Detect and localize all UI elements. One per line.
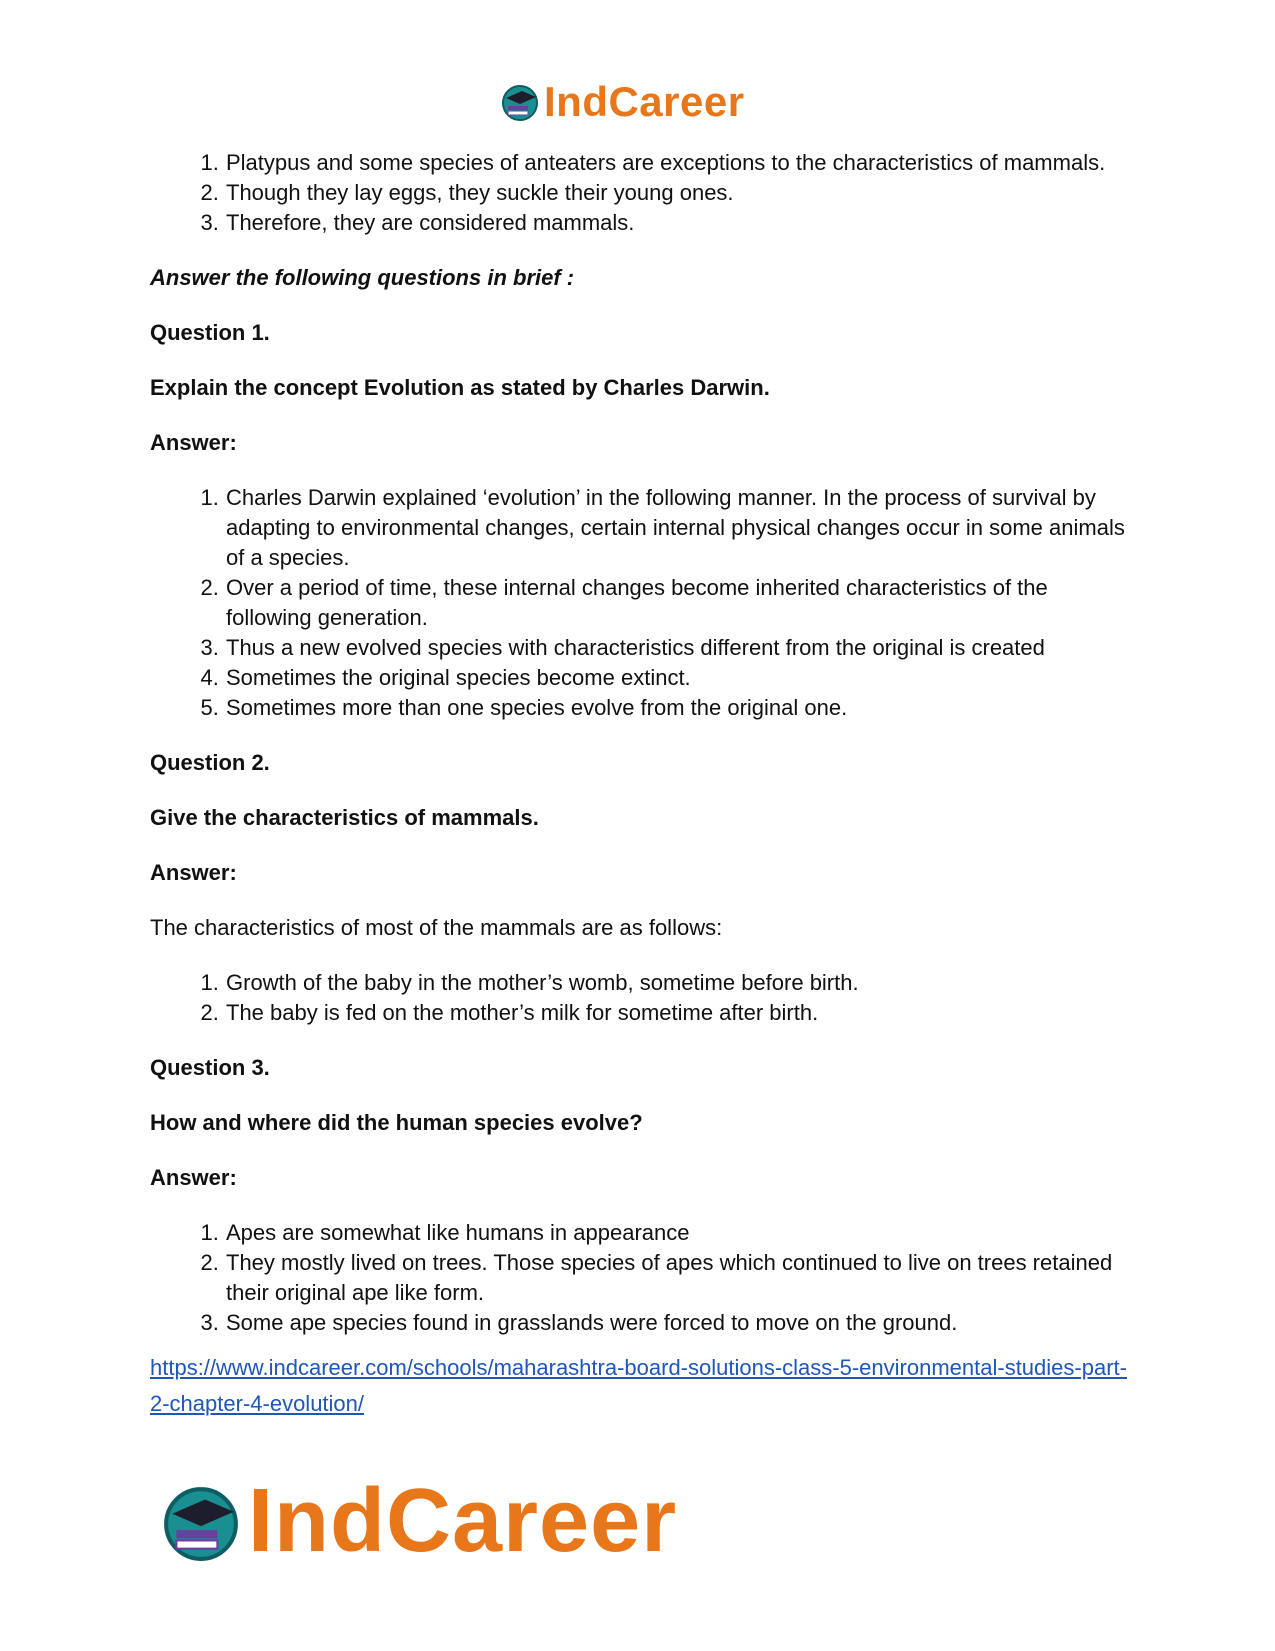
answer-1-label: Answer: (150, 430, 237, 455)
globe-graduate-icon (500, 82, 540, 122)
list-item: 4. Sometimes the original species become extinct. (225, 663, 1130, 693)
list-item: 1. Platypus and some species of anteaters are exceptions to the characteristics of mammals. (225, 148, 1130, 178)
header-logo (500, 78, 745, 126)
brand-name: IndCareer (248, 1471, 678, 1571)
source-link[interactable]: https://www.indcareer.com/schools/maharashtra-board-solutions-class-5-environmental-studies-part-2-chapter-4-evolution/ (150, 1355, 1127, 1416)
list-item: 1. Growth of the baby in the mother’s womb, sometime before birth. (225, 968, 1130, 998)
answer-2-list (150, 968, 1130, 1028)
intro-list (150, 148, 1130, 238)
section-heading: Answer the following questions in brief : (150, 265, 575, 290)
question-3-text: How and where did the human species evolve? (150, 1110, 643, 1135)
answer-3-label: Answer: (150, 1165, 237, 1190)
list-item: 3. Thus a new evolved species with characteristics different from the original is created (225, 633, 1130, 663)
question-1-label: Question 1. (150, 320, 270, 345)
list-item: 1. Charles Darwin explained ‘evolution’ in the following manner. In the process of survival by adapting to environmental changes, certain internal physical changes occur in some animals of a species. (225, 483, 1130, 573)
question-2-text: Give the characteristics of mammals. (150, 805, 539, 830)
answer-1-list (150, 483, 1130, 723)
answer-2-intro: The characteristics of most of the mammals are as follows: (150, 915, 723, 940)
footer-logo (160, 1470, 677, 1573)
list-item: 2. Over a period of time, these internal changes become inherited characteristics of the following generation. (225, 573, 1130, 633)
list-item: 5. Sometimes more than one species evolve from the original one. (225, 693, 1130, 723)
question-2-label: Question 2. (150, 750, 270, 775)
list-item: 1. Apes are somewhat like humans in appearance (225, 1218, 1130, 1248)
list-item: 3. Some ape species found in grasslands were forced to move on the ground. (225, 1308, 1130, 1338)
list-item: 3. Therefore, they are considered mammals. (225, 208, 1130, 238)
answer-3-list (150, 1218, 1130, 1338)
brand-name: IndCareer (544, 78, 745, 125)
answer-2-label: Answer: (150, 860, 237, 885)
question-3-label: Question 3. (150, 1055, 270, 1080)
question-1-text: Explain the concept Evolution as stated by Charles Darwin. (150, 375, 770, 400)
list-item: 2. The baby is fed on the mother’s milk for sometime after birth. (225, 998, 1130, 1028)
list-item: 2. Though they lay eggs, they suckle their young ones. (225, 178, 1130, 208)
globe-graduate-icon (160, 1481, 242, 1563)
document-body (150, 148, 1130, 1422)
list-item: 2. They mostly lived on trees. Those species of apes which continued to live on trees retained their original ape like form. (225, 1248, 1130, 1308)
